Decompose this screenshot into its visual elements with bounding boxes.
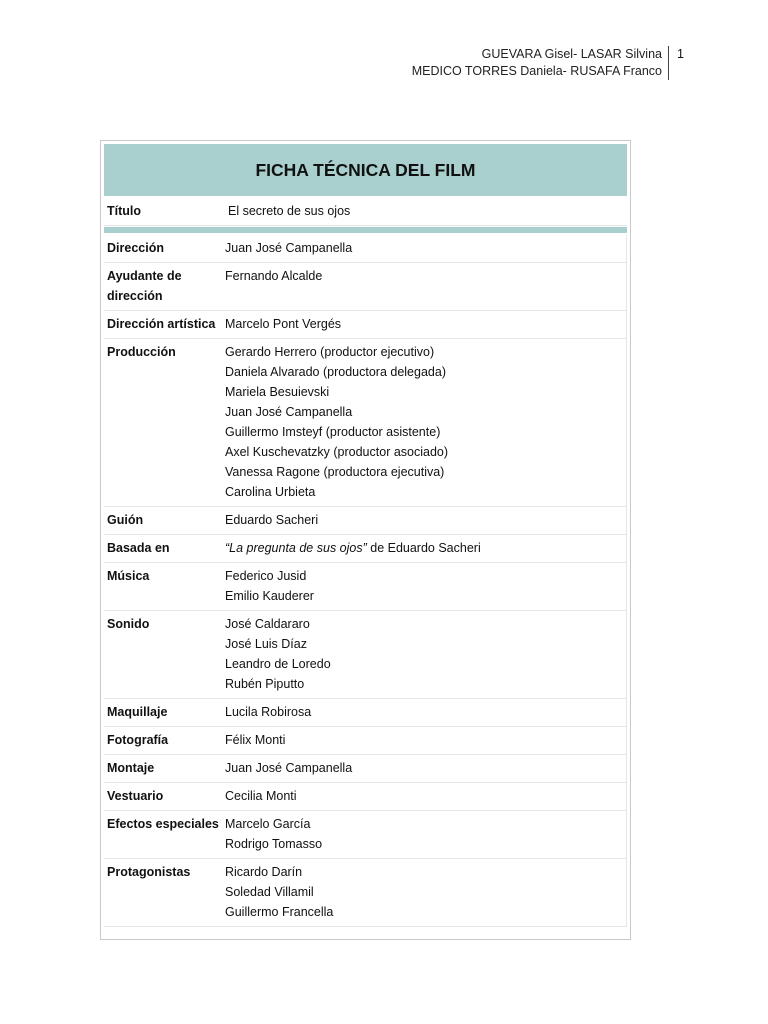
credit-values bbox=[225, 814, 626, 854]
credit-row bbox=[104, 263, 627, 311]
title-row bbox=[104, 197, 627, 226]
credit-values bbox=[225, 862, 626, 922]
table-title: FICHA TÉCNICA DEL FILM bbox=[104, 144, 627, 196]
credit-value: José Caldararo bbox=[225, 617, 310, 631]
credit-value: Juan José Campanella bbox=[225, 241, 353, 255]
credit-row bbox=[104, 699, 627, 727]
page-number: 1 bbox=[668, 46, 684, 80]
titulo-label: Título bbox=[107, 204, 142, 218]
credit-value: Eduardo Sacheri bbox=[225, 513, 319, 527]
credit-value: Marcelo Pont Vergés bbox=[225, 317, 342, 331]
credit-value: Ricardo Darín bbox=[225, 865, 303, 879]
titulo-value: El secreto de sus ojos bbox=[228, 204, 351, 218]
credit-label: Producción bbox=[107, 345, 176, 359]
credit-values bbox=[225, 510, 626, 530]
credit-label: Vestuario bbox=[107, 789, 164, 803]
credit-row bbox=[104, 783, 627, 811]
credit-label: Basada en bbox=[107, 541, 170, 555]
credit-row bbox=[104, 611, 627, 699]
credit-label: Efectos especiales bbox=[107, 817, 219, 831]
page-header bbox=[412, 46, 662, 80]
credit-value: Emilio Kauderer bbox=[225, 589, 314, 603]
credit-label: Maquillaje bbox=[107, 705, 168, 719]
credit-label: Fotografía bbox=[107, 733, 169, 747]
credit-row bbox=[104, 563, 627, 611]
credit-value: Daniela Alvarado (productora delegada) bbox=[225, 365, 446, 379]
credit-row bbox=[104, 507, 627, 535]
credit-value: Axel Kuschevatzky (productor asociado) bbox=[225, 445, 449, 459]
credit-value: Juan José Campanella bbox=[225, 761, 353, 775]
credit-value: Guillermo Imsteyf (productor asistente) bbox=[225, 425, 441, 439]
technical-sheet-table bbox=[100, 140, 631, 940]
credit-values bbox=[225, 758, 626, 778]
credit-label: Música bbox=[107, 569, 150, 583]
credit-values bbox=[225, 238, 626, 258]
credit-value: Guillermo Francella bbox=[225, 905, 334, 919]
credit-label: Dirección artística bbox=[107, 317, 216, 331]
credit-row bbox=[104, 535, 627, 563]
credit-label: Dirección bbox=[107, 241, 164, 255]
credit-value: Fernando Alcalde bbox=[225, 269, 323, 283]
credit-row bbox=[104, 235, 627, 263]
credit-label: Ayudante de dirección bbox=[107, 269, 182, 303]
book-author: de Eduardo Sacheri bbox=[366, 541, 481, 555]
credit-row bbox=[104, 727, 627, 755]
credit-label: Protagonistas bbox=[107, 865, 191, 879]
credit-label: Guión bbox=[107, 513, 144, 527]
credit-value bbox=[225, 538, 626, 558]
credit-values bbox=[225, 730, 626, 750]
credit-values bbox=[225, 538, 626, 558]
credit-row bbox=[104, 755, 627, 783]
credit-values bbox=[225, 702, 626, 722]
credit-value: Juan José Campanella bbox=[225, 405, 353, 419]
credit-value: Leandro de Loredo bbox=[225, 657, 331, 671]
credit-values bbox=[225, 566, 626, 606]
credits-list bbox=[104, 235, 627, 927]
credit-value: Félix Monti bbox=[225, 733, 286, 747]
credit-row bbox=[104, 311, 627, 339]
authors-line-2: MEDICO TORRES Daniela- RUSAFA Franco bbox=[411, 64, 662, 78]
book-title: “La pregunta de sus ojos” bbox=[225, 541, 367, 555]
credit-value: Cecilia Monti bbox=[225, 789, 297, 803]
credit-value: Gerardo Herrero (productor ejecutivo) bbox=[225, 345, 435, 359]
credit-values bbox=[225, 786, 626, 806]
credit-label: Sonido bbox=[107, 617, 150, 631]
credit-value: Mariela Besuievski bbox=[225, 385, 330, 399]
credit-row bbox=[104, 859, 627, 927]
credit-value: Soledad Villamil bbox=[225, 885, 314, 899]
credit-value: José Luis Díaz bbox=[225, 637, 307, 651]
credit-values bbox=[225, 314, 626, 334]
credit-value: Marcelo García bbox=[225, 817, 311, 831]
authors-line-1: GUEVARA Gisel- LASAR Silvina bbox=[481, 47, 662, 61]
credit-row bbox=[104, 339, 627, 507]
credit-value: Carolina Urbieta bbox=[225, 485, 316, 499]
credit-values bbox=[225, 614, 626, 694]
credit-value: Rubén Piputto bbox=[225, 677, 305, 691]
credit-values bbox=[225, 266, 626, 306]
credit-values bbox=[225, 342, 626, 502]
credit-value: Rodrigo Tomasso bbox=[225, 837, 323, 851]
credit-value: Federico Jusid bbox=[225, 569, 307, 583]
section-divider bbox=[104, 227, 627, 233]
credit-value: Vanessa Ragone (productora ejecutiva) bbox=[225, 465, 445, 479]
credit-row bbox=[104, 811, 627, 859]
credit-value: Lucila Robirosa bbox=[225, 705, 312, 719]
credit-label: Montaje bbox=[107, 761, 155, 775]
